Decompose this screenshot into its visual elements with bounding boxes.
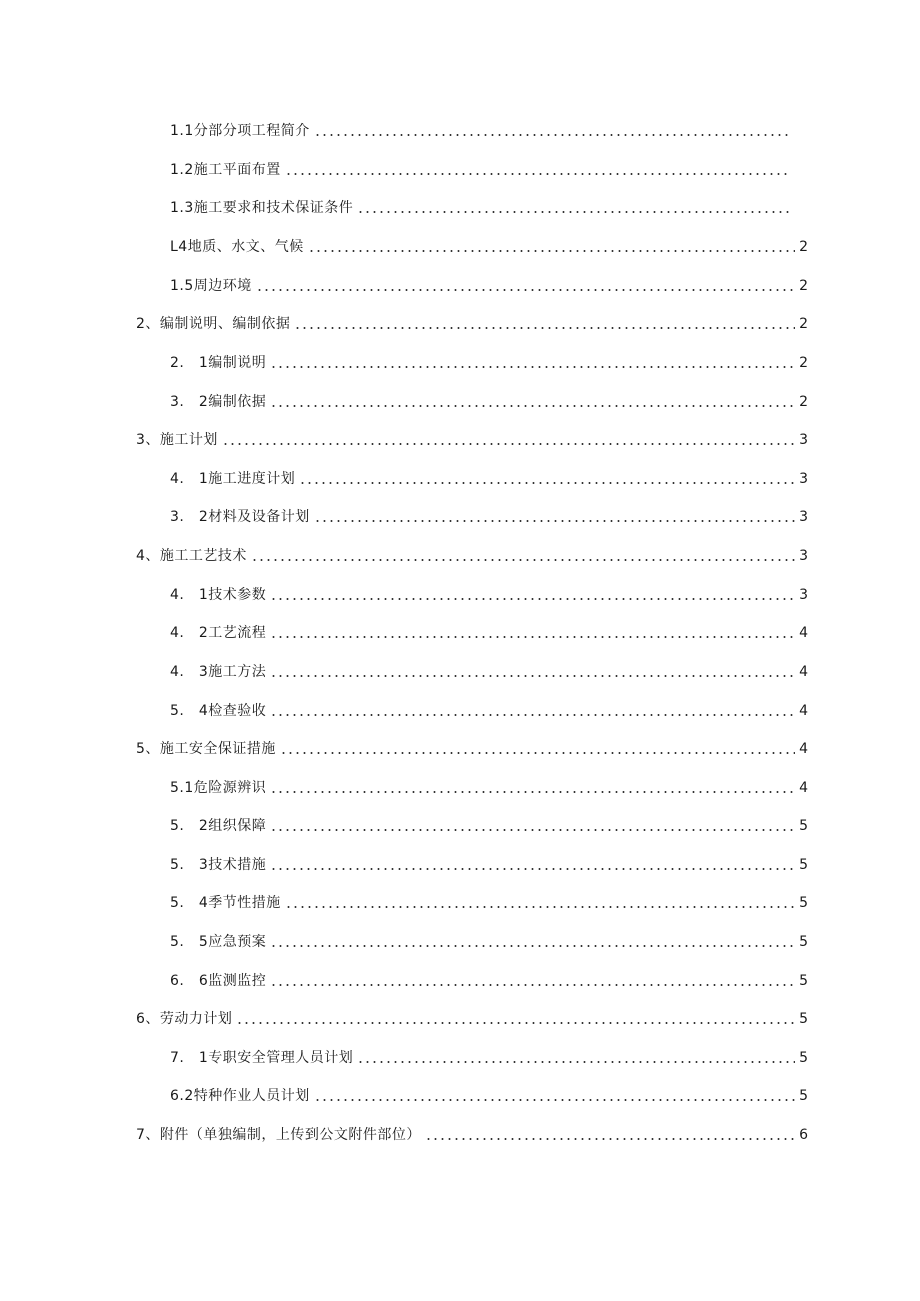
dot-leader bbox=[270, 829, 795, 831]
toc-page-number: 2 bbox=[799, 316, 808, 332]
toc-page-number: 5 bbox=[799, 934, 808, 950]
dot-leader bbox=[222, 443, 795, 445]
toc-entry-title: L4地质、水文、气候 bbox=[170, 239, 304, 255]
toc-entry[interactable] bbox=[136, 736, 808, 758]
toc-entry[interactable] bbox=[170, 195, 793, 217]
dot-leader bbox=[270, 405, 795, 407]
toc-page-number: 3 bbox=[799, 509, 808, 525]
toc-entry-title: 4. 2工艺流程 bbox=[170, 625, 267, 641]
dot-leader bbox=[270, 984, 795, 986]
toc-page-number: 6 bbox=[799, 1127, 808, 1143]
toc-entry[interactable] bbox=[136, 1006, 808, 1028]
toc-page-number: 3 bbox=[799, 548, 808, 564]
toc-entry-title: 4. 3施工方法 bbox=[170, 664, 267, 680]
toc-entry-title: 5. 4季节性措施 bbox=[170, 895, 281, 911]
dot-leader bbox=[308, 250, 795, 252]
dot-leader bbox=[270, 675, 795, 677]
dot-leader bbox=[299, 482, 795, 484]
toc-entry[interactable] bbox=[170, 775, 808, 797]
toc-entry[interactable] bbox=[170, 620, 808, 642]
toc-page-number: 5 bbox=[799, 895, 808, 911]
toc-entry-title: 1.2施工平面布置 bbox=[170, 162, 281, 178]
toc-entry[interactable] bbox=[170, 890, 808, 912]
toc-entry[interactable] bbox=[170, 929, 808, 951]
toc-entry-title: 7、附件（单独编制，上传到公文附件部位） bbox=[136, 1127, 421, 1143]
toc-entry-title: 6、劳动力计划 bbox=[136, 1011, 233, 1027]
toc-entry[interactable] bbox=[170, 582, 808, 604]
toc-entry-title: 1.5周边环境 bbox=[170, 278, 252, 294]
toc-entry-title: 5.1危险源辨识 bbox=[170, 780, 267, 796]
toc-entry[interactable] bbox=[170, 273, 808, 295]
toc-page-number: 2 bbox=[799, 355, 808, 371]
dot-leader bbox=[425, 1138, 795, 1140]
dot-leader bbox=[294, 327, 795, 329]
toc-entry[interactable] bbox=[170, 1083, 808, 1105]
toc-entry[interactable] bbox=[170, 968, 808, 990]
dot-leader bbox=[285, 906, 795, 908]
toc-page-number: 3 bbox=[799, 432, 808, 448]
dot-leader bbox=[357, 211, 789, 213]
toc-entry-title: 5. 4检查验收 bbox=[170, 703, 267, 719]
dot-leader bbox=[270, 636, 795, 638]
toc-entry-title: 1.3施工要求和技术保证条件 bbox=[170, 200, 354, 216]
toc-entry-title: 2. 1编制说明 bbox=[170, 355, 267, 371]
dot-leader bbox=[314, 134, 789, 136]
toc-entry[interactable] bbox=[136, 311, 808, 333]
dot-leader bbox=[314, 520, 795, 522]
toc-entry-title: 3. 2编制依据 bbox=[170, 394, 267, 410]
toc-entry[interactable] bbox=[170, 118, 793, 140]
toc-page-number: 4 bbox=[799, 741, 808, 757]
toc-entry[interactable] bbox=[170, 234, 808, 256]
toc-entry[interactable] bbox=[170, 350, 808, 372]
toc-entry-title: 5. 5应急预案 bbox=[170, 934, 267, 950]
toc-page-number: 4 bbox=[799, 664, 808, 680]
toc-entry-title: 4. 1施工进度计划 bbox=[170, 471, 296, 487]
toc-entry[interactable] bbox=[136, 543, 808, 565]
toc-page-number: 3 bbox=[799, 587, 808, 603]
toc-entry[interactable] bbox=[170, 466, 808, 488]
toc-entry-title: 7. 1专职安全管理人员计划 bbox=[170, 1050, 354, 1066]
toc-entry-title: 5. 2组织保障 bbox=[170, 818, 267, 834]
toc-entry-title: 4. 1技术参数 bbox=[170, 587, 267, 603]
toc-entry-title: 5. 3技术措施 bbox=[170, 857, 267, 873]
toc-page-number: 2 bbox=[799, 394, 808, 410]
dot-leader bbox=[236, 1022, 795, 1024]
toc-entry[interactable] bbox=[136, 427, 808, 449]
toc-entry[interactable] bbox=[170, 813, 808, 835]
dot-leader bbox=[357, 1061, 795, 1063]
toc-entry[interactable] bbox=[170, 389, 808, 411]
toc-entry-title: 6.2特种作业人员计划 bbox=[170, 1088, 310, 1104]
dot-leader bbox=[285, 173, 789, 175]
toc-page-number: 5 bbox=[799, 973, 808, 989]
toc-entry-title: 2、编制说明、编制依据 bbox=[136, 316, 291, 332]
toc-entry-title: 6. 6监测监控 bbox=[170, 973, 267, 989]
toc-page-number: 5 bbox=[799, 1050, 808, 1066]
toc-page-number: 2 bbox=[799, 239, 808, 255]
toc-page-number: 5 bbox=[799, 857, 808, 873]
toc-entry-title: 3、施工计划 bbox=[136, 432, 218, 448]
toc-entry[interactable] bbox=[170, 1045, 808, 1067]
dot-leader bbox=[270, 366, 795, 368]
dot-leader bbox=[270, 714, 795, 716]
toc-page-number: 4 bbox=[799, 780, 808, 796]
toc-entry-title: 1.1分部分项工程简介 bbox=[170, 123, 310, 139]
toc-page-number: 5 bbox=[799, 1011, 808, 1027]
dot-leader bbox=[251, 559, 795, 561]
dot-leader bbox=[256, 289, 795, 291]
toc-page-number: 4 bbox=[799, 625, 808, 641]
toc-entry[interactable] bbox=[170, 852, 808, 874]
toc-entry-title: 3. 2材料及设备计划 bbox=[170, 509, 310, 525]
toc-entry[interactable] bbox=[170, 659, 808, 681]
toc-entry[interactable] bbox=[170, 504, 808, 526]
toc-page-number: 3 bbox=[799, 471, 808, 487]
toc-page-number: 4 bbox=[799, 703, 808, 719]
toc-page-number: 5 bbox=[799, 1088, 808, 1104]
toc-entry[interactable] bbox=[136, 1122, 808, 1144]
toc-page-number: 2 bbox=[799, 278, 808, 294]
toc-entry-title: 5、施工安全保证措施 bbox=[136, 741, 276, 757]
toc-page-number: 5 bbox=[799, 818, 808, 834]
dot-leader bbox=[270, 598, 795, 600]
toc-entry[interactable] bbox=[170, 157, 793, 179]
dot-leader bbox=[314, 1099, 795, 1101]
toc-entry[interactable] bbox=[170, 698, 808, 720]
dot-leader bbox=[270, 791, 795, 793]
toc-entry-title: 4、施工工艺技术 bbox=[136, 548, 247, 564]
dot-leader bbox=[280, 752, 795, 754]
dot-leader bbox=[270, 868, 795, 870]
dot-leader bbox=[270, 945, 795, 947]
